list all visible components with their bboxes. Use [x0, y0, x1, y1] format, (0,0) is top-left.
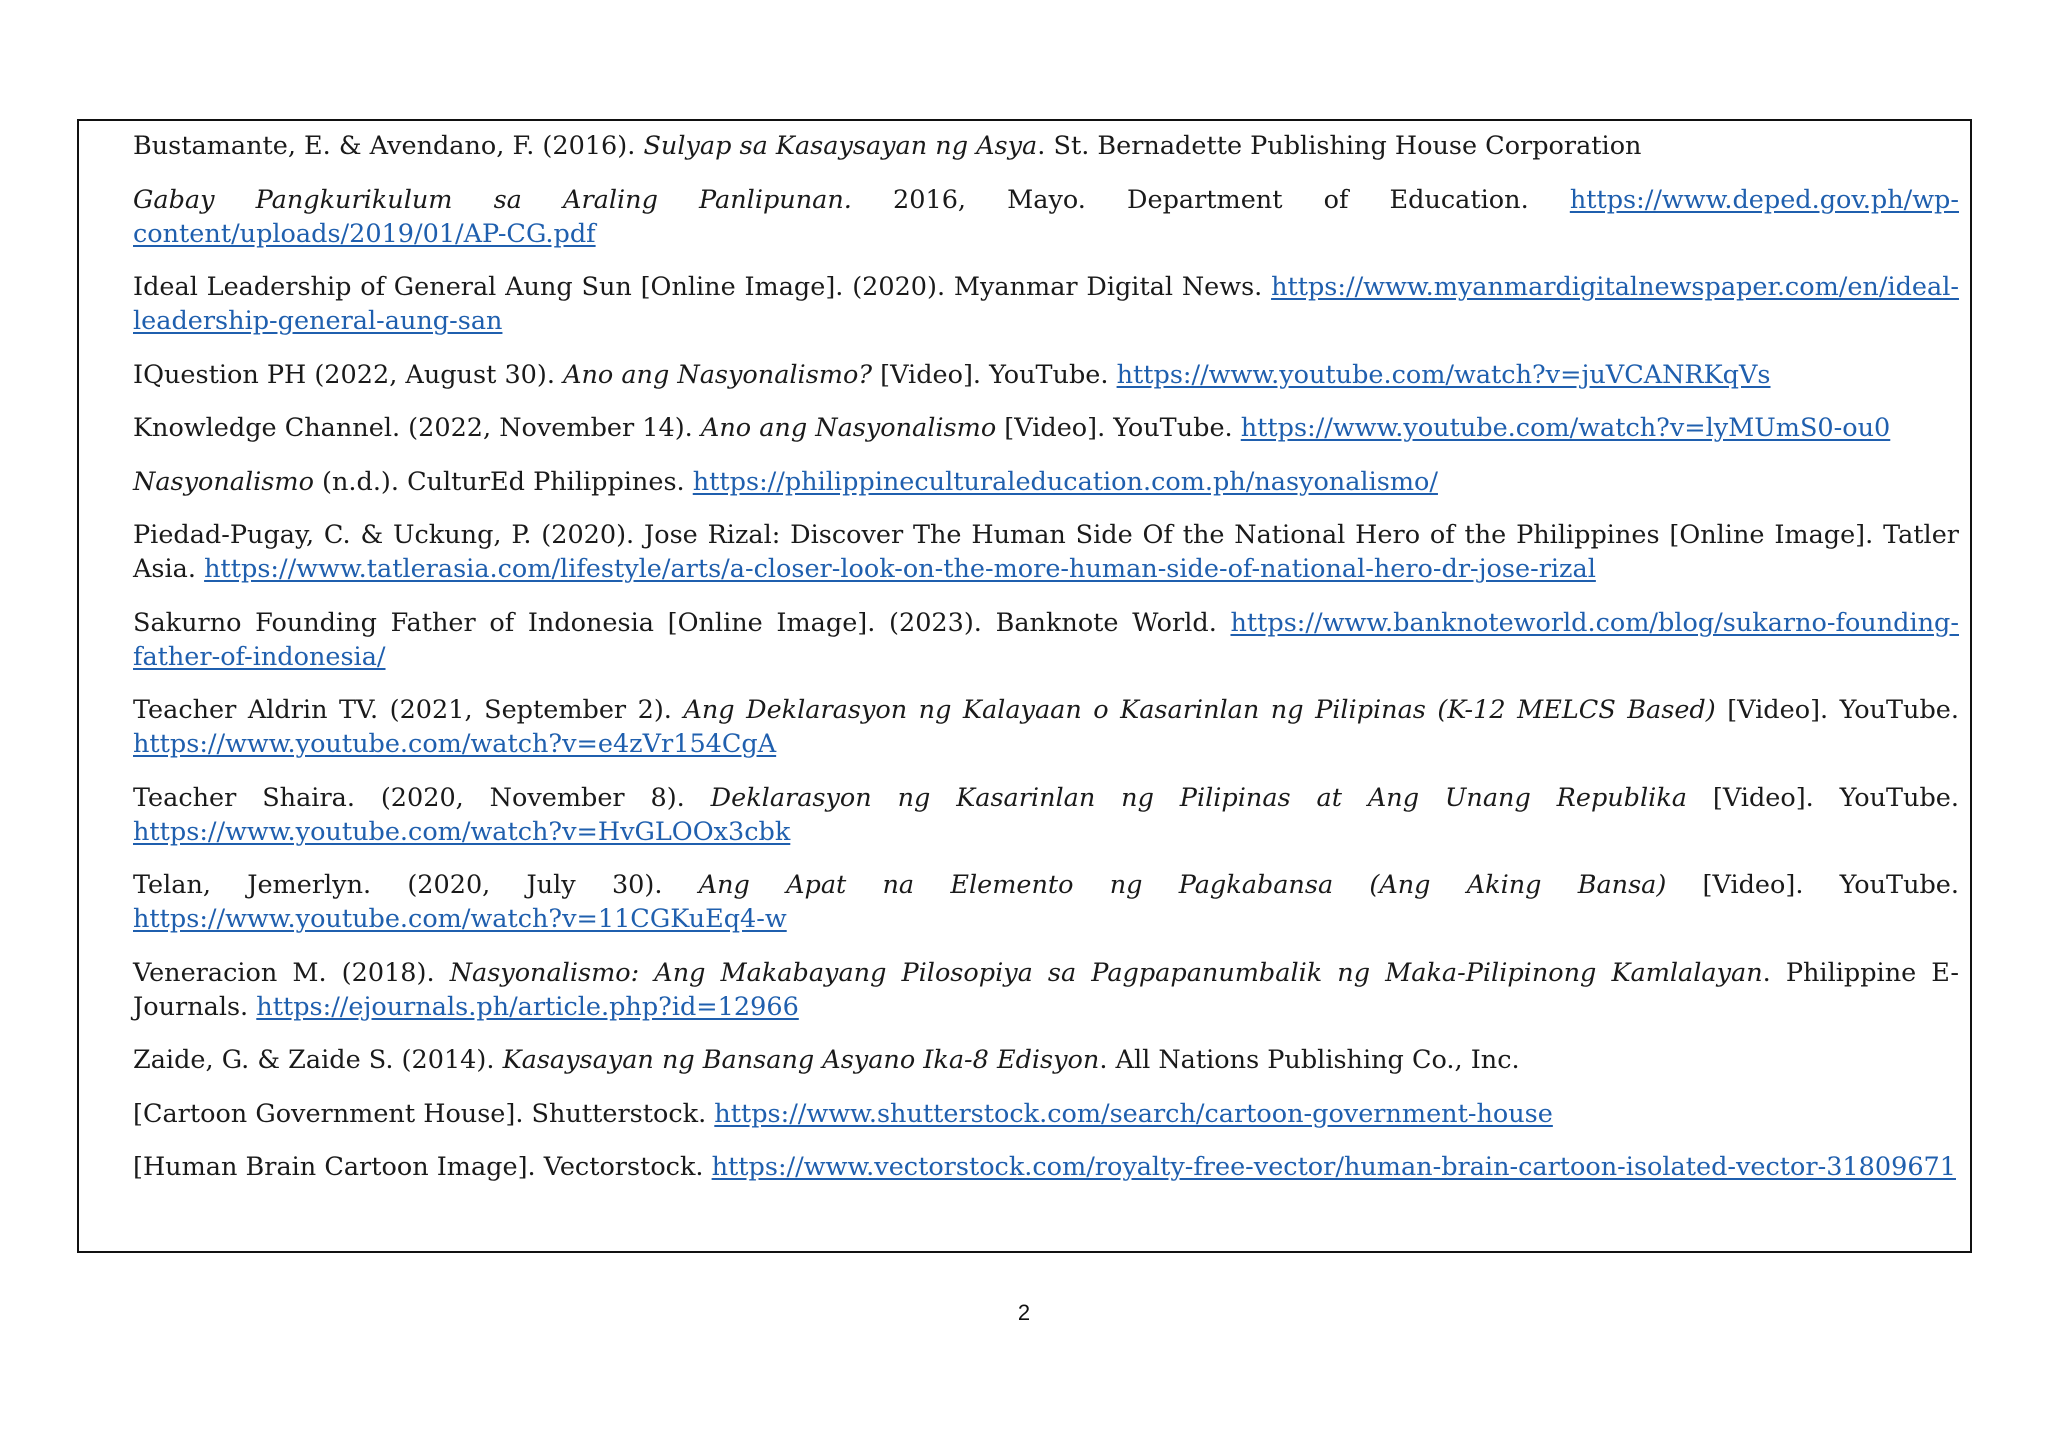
reference-text: Teacher Aldrin TV. (2021, September 2).: [133, 695, 684, 725]
reference-entry: [133, 183, 1959, 251]
reference-text: [Human Brain Cartoon Image]. Vectorstock.: [133, 1152, 712, 1182]
reference-title: Kasaysayan ng Bansang Asyano Ika-8 Edisyon: [502, 1045, 1100, 1075]
reference-text: Bustamante, E. & Avendano, F. (2016).: [133, 131, 644, 161]
reference-text: [Video]. YouTube.: [996, 413, 1241, 443]
reference-text: [Video]. YouTube.: [1715, 695, 1959, 725]
reference-entry: [133, 868, 1959, 936]
reference-entry: [133, 270, 1959, 338]
reference-text: 2016, Mayo. Department of Education.: [851, 184, 1570, 215]
reference-text: Piedad-Pugay, C. & Uckung, P. (2020). Jose Rizal: Discover The Human Side Of the National Hero of the Philippines [Online Image]. Tatler Asia.: [133, 520, 1959, 584]
reference-link[interactable]: https://www.youtube.com/watch?v=e4zVr154CgA: [133, 729, 777, 759]
reference-title: Ano ang Nasyonalismo?: [563, 359, 873, 390]
reference-entry: [133, 465, 1959, 499]
reference-link[interactable]: https://philippineculturaleducation.com.ph/nasyonalismo/: [692, 466, 1438, 497]
reference-link[interactable]: https://www.tatlerasia.com/lifestyle/arts/a-closer-look-on-the-more-human-side-of-national-hero-dr-jose-rizal: [204, 554, 1596, 584]
reference-entry: [133, 1043, 1959, 1077]
reference-text: Teacher Shaira. (2020, November 8).: [133, 782, 711, 813]
reference-title: Ang Deklarasyon ng Kalayaan o Kasarinlan ng Pilipinas (K-12 MELCS Based): [683, 695, 1716, 725]
reference-text: . Philippine E-Journals.: [133, 957, 1960, 1022]
reference-text: IQuestion PH (2022, August 30).: [133, 359, 564, 390]
reference-entry: [133, 781, 1959, 849]
reference-link[interactable]: https://www.youtube.com/watch?v=lyMUmS0-ou0: [1240, 413, 1891, 443]
reference-text: [Video]. YouTube.: [872, 359, 1117, 390]
reference-link[interactable]: https://www.deped.gov.ph/wp-content/uploads/2019/01/AP-CG.pdf: [133, 184, 1959, 249]
reference-link[interactable]: https://www.youtube.com/watch?v=HvGLOOx3cbk: [133, 816, 791, 847]
reference-title: Deklarasyon ng Kasarinlan ng Pilipinas at Ang Unang Republika: [710, 782, 1687, 813]
reference-text: [Video]. YouTube.: [1686, 782, 1959, 813]
reference-link[interactable]: https://www.banknoteworld.com/blog/sukarno-founding-father-of-indonesia/: [133, 607, 1959, 672]
reference-text: Knowledge Channel. (2022, November 14).: [133, 413, 701, 443]
reference-link[interactable]: https://www.shutterstock.com/search/cartoon-government-house: [714, 1098, 1553, 1129]
reference-entry: [133, 411, 1959, 445]
reference-link[interactable]: https://www.vectorstock.com/royalty-free-vector/human-brain-cartoon-isolated-vector-31809671: [711, 1152, 1956, 1182]
reference-title: Sulyap sa Kasaysayan ng Asya: [643, 131, 1038, 161]
reference-text: . All Nations Publishing Co., Inc.: [1099, 1045, 1520, 1075]
references-list: [133, 129, 1959, 1204]
reference-title: Ano ang Nasyonalismo: [700, 413, 997, 443]
reference-link[interactable]: https://www.youtube.com/watch?v=11CGKuEq4-w: [133, 904, 787, 934]
reference-entry: [133, 956, 1959, 1024]
reference-entry: [133, 1097, 1959, 1131]
reference-text: . St. Bernadette Publishing House Corporation: [1037, 131, 1642, 161]
reference-title: Gabay Pangkurikulum sa Araling Panlipunan.: [133, 184, 852, 215]
reference-text: (n.d.). CulturEd Philippines.: [313, 466, 693, 497]
reference-text: Telan, Jemerlyn. (2020, July 30).: [133, 870, 699, 900]
reference-text: Zaide, G. & Zaide S. (2014).: [133, 1045, 503, 1075]
reference-entry: [133, 1150, 1959, 1184]
reference-link[interactable]: https://www.myanmardigitalnewspaper.com/en/ideal-leadership-general-aung-san: [133, 272, 1959, 336]
reference-entry: [133, 606, 1959, 674]
reference-entry: [133, 518, 1959, 586]
reference-text: Sakurno Founding Father of Indonesia [Online Image]. (2023). Banknote World.: [133, 607, 1231, 638]
reference-title: Ang Apat na Elemento ng Pagkabansa (Ang Aking Bansa): [698, 870, 1667, 900]
reference-entry: [133, 358, 1959, 392]
reference-text: [Video]. YouTube.: [1666, 870, 1960, 900]
reference-text: [Cartoon Government House]. Shutterstock.: [133, 1098, 715, 1129]
reference-text: Ideal Leadership of General Aung Sun [Online Image]. (2020). Myanmar Digital News.: [133, 272, 1272, 302]
reference-title: Nasyonalismo: [133, 466, 314, 497]
reference-title: Nasyonalismo: Ang Makabayang Pilosopiya sa Pagpapanumbalik ng Maka-Pilipinong Kamlalayan: [449, 957, 1763, 988]
reference-link[interactable]: https://ejournals.ph/article.php?id=12966: [256, 991, 799, 1022]
reference-entry: [133, 129, 1959, 163]
page-number: 2: [1017, 1300, 1031, 1325]
reference-link[interactable]: https://www.youtube.com/watch?v=juVCANRKqVs: [1116, 359, 1771, 390]
reference-entry: [133, 693, 1959, 761]
reference-text: Veneracion M. (2018).: [133, 957, 450, 988]
